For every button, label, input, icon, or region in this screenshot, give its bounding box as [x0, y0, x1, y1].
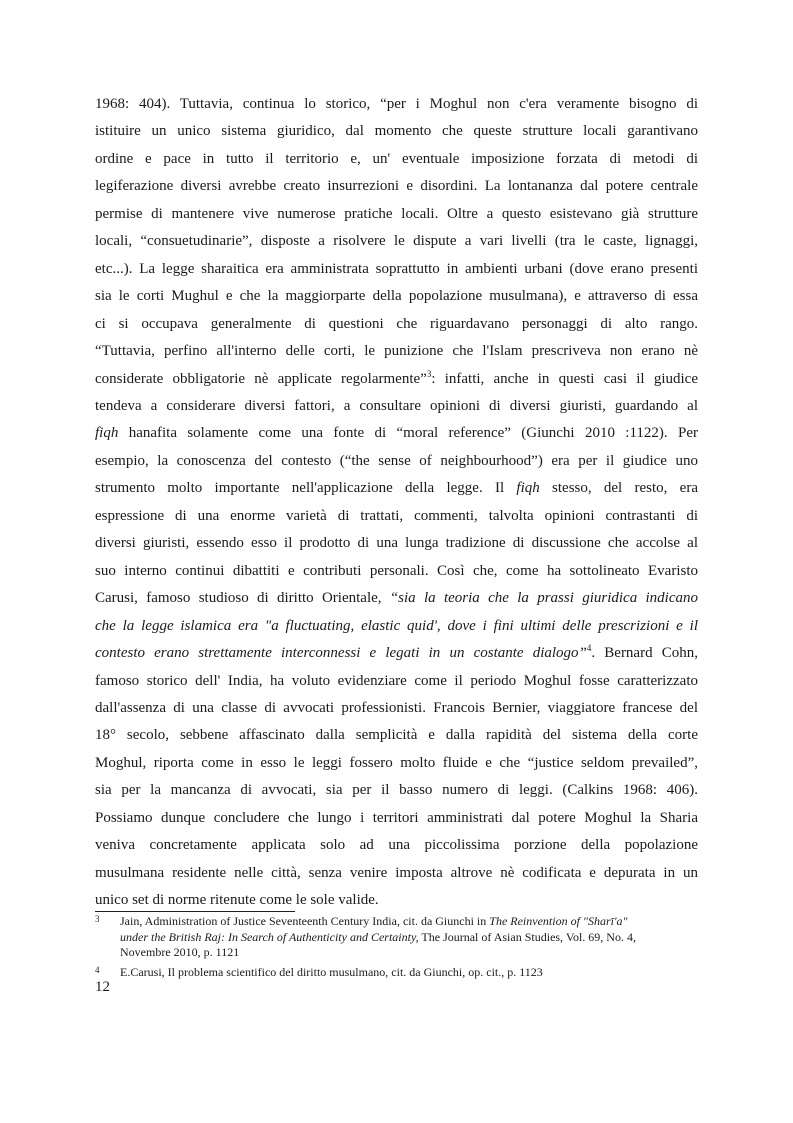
body-line: fiqh hanafita solamente come una fonte di “moral reference” (Giunchi 2010 :1122). Per [95, 425, 698, 442]
body-line: strumento molto importante nell'applicazione della legge. Il fiqh stesso, del resto, era [95, 480, 698, 497]
body-line: esempio, la conoscenza del contesto (“the sense of neighbourhood”) era per il giudice uno [95, 452, 698, 469]
body-line: permise di mantenere vive numerose pratiche locali. Oltre a questo esistevano già strutture [95, 205, 698, 222]
page-number: 12 [95, 979, 110, 995]
body-line: Carusi, famoso studioso di diritto Orientale, “sia la teoria che la prassi giuridica indicano [95, 590, 698, 607]
footnote-3 [95, 914, 698, 961]
footnotes [95, 914, 698, 980]
footnote-number: 3 [95, 914, 100, 924]
body-line: considerate obbligatorie nè applicate regolarmente”$^3$: infatti, anche in questi casi il giudice [95, 368, 698, 387]
footnote-line: Jain, Administration of Justice Seventeenth Century India, cit. da Giunchi in The Reinvention of "Sharī'a" [120, 914, 628, 928]
footnote-line: under the British Raj: In Search of Authenticity and Certainty, The Journal of Asian Studies, Vol. 69, No. 4, [120, 929, 636, 944]
body-line: contesto erano strettamente interconnessi e legati in un costante dialogo”$^4$. Bernard Cohn, [95, 643, 698, 662]
footnote-4 [95, 965, 698, 981]
body-line: ci si occupava generalmente di questioni che riguardavano personaggi di alto rango. [95, 315, 698, 332]
body-line: diversi giuristi, essendo esso il prodotto di una lunga tradizione di discussione che accolse al [95, 535, 698, 552]
body-line: 1968: 404). Tuttavia, continua lo storico, “per i Moghul non c'era veramente bisogno di [95, 96, 698, 112]
footnote-number: 4 [95, 964, 100, 975]
body-line: sia per la mancanza di avvocati, sia per il basso numero di leggi. (Calkins 1968: 406). [95, 782, 698, 799]
body-line: locali, “consuetudinarie”, disposte a risolvere le dispute a vari livelli (tra le caste, lignaggi, [95, 233, 698, 250]
body-line: suo interno continui dibattiti e contributi personali. Così che, come ha sottolineato Evaristo [95, 562, 698, 579]
body-line: musulmana residente nelle città, senza venire imposta altrove nè codificata e depurata in un [95, 864, 698, 881]
body-text [95, 91, 698, 915]
body-line: Possiamo dunque concludere che lungo i territori amministrati dal potere Moghul la Sharia [95, 809, 698, 826]
footnote-separator [95, 911, 295, 912]
body-line: 18° secolo, sebbene affascinato dalla semplicità e dalla rapidità del sistema della corte [95, 727, 698, 744]
body-line: Moghul, riporta come in esso le leggi fossero molto fluide e che “justice seldom prevailed”, [95, 754, 698, 771]
body-line: dall'assenza di una classe di avvocati professionisti. Francois Bernier, viaggiatore francese del [95, 699, 698, 716]
footnote-ref-3: 3 [426, 368, 432, 379]
footnote-line: Novembre 2010, p. 1121 [120, 945, 240, 959]
body-line: “Tuttavia, perfino all'interno delle corti, le punizione che l'Islam prescriveva non erano nè [95, 343, 698, 360]
body-line: etc...). La legge sharaitica era amministrata soprattutto in ambienti urbani (dove erano presenti [95, 260, 698, 277]
body-line: sia le corti Mughul e che la maggiorparte della popolazione musulmana), e attraverso di essa [95, 288, 698, 305]
body-line: istituire un unico sistema giuridico, dal momento che queste strutture locali garantivano [95, 123, 698, 140]
footnote-ref-4: 4 [586, 643, 592, 654]
body-line: veniva concretamente applicata solo ad una piccolissima porzione della popolazione [95, 837, 698, 854]
body-line: ordine e pace in tutto il territorio e, un' eventuale imposizione forzata di metodi di [95, 150, 698, 167]
body-line: legiferazione diversi avrebbe creato insurrezioni e disordini. La lontananza dal potere centrale [95, 178, 698, 195]
body-line: che la legge islamica era "a fluctuating, elastic quid', dove i fini ultimi delle prescrizioni e il [95, 617, 698, 634]
footnote-line: E.Carusi, Il problema scientifico del diritto musulmano, cit. da Giunchi, op. cit., p. 1123 [120, 964, 543, 979]
body-line: famoso storico dell' India, ha voluto evidenziare come il periodo Moghul fosse caratterizzato [95, 672, 698, 689]
body-line: tendeva a considerare diversi fattori, a consultare opinioni di diversi giuristi, guardando al [95, 397, 698, 414]
body-line: unico set di norme ritenute come le sole valide. [95, 892, 379, 909]
body-line: espressione di una enorme varietà di trattati, commenti, talvolta opinioni contrastanti di [95, 507, 698, 524]
